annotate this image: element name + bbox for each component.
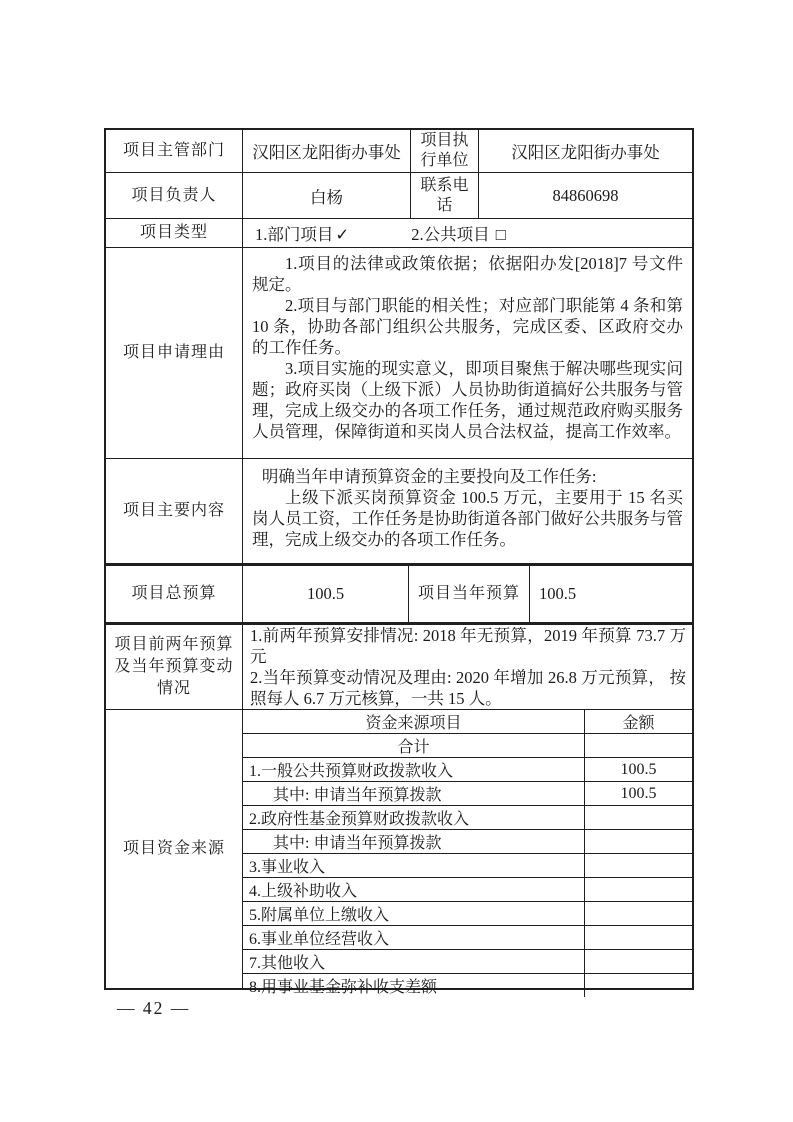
label-funding-sources: 项目资金来源: [122, 840, 225, 857]
funding-row: [243, 781, 692, 805]
funding-row-name: 其中: 申请当年预算拨款: [273, 787, 442, 804]
funding-row-name: 4.上级补助收入: [249, 883, 358, 900]
funding-row-total: [243, 733, 692, 757]
option-public-project-label: 2.公共项目: [411, 225, 490, 244]
row-total-budget: [106, 563, 692, 622]
label-main-content: 项目主要内容: [122, 502, 225, 519]
row-previous-budget: [106, 622, 692, 709]
funding-row: [243, 901, 692, 925]
funding-row-amount: [584, 902, 692, 925]
label-previous-budget: 项目前两年预算及当年预算变动情况: [114, 636, 234, 697]
funding-row-name: 6.事业单位经营收入: [249, 931, 390, 948]
funding-row: [243, 853, 692, 877]
value-project-dept: 汉阳区龙阳街办事处: [242, 130, 410, 172]
value-project-manager: 白杨: [242, 173, 410, 218]
funding-row: [243, 925, 692, 949]
row-main-content: [106, 458, 692, 563]
row-application-reason: [106, 247, 692, 458]
main-content-paragraph: 明确当年申请预算资金的主要投向及工作任务:: [261, 467, 597, 486]
label-project-dept: 项目主管部门: [122, 142, 225, 159]
funding-row-amount: [584, 974, 692, 997]
funding-row-name: 5.附属单位上缴收入: [249, 907, 390, 924]
funding-row: [243, 805, 692, 829]
previous-budget-text: [242, 625, 692, 709]
main-content-paragraph: 上级下派买岗预算资金 100.5 万元，主要用于 15 名买岗人员工资，工作任务是协助街道各部门做好公共服务与管理，完成上级交办的各项工作任务。: [252, 488, 683, 549]
label-current-year-budget: 项目当年预算: [408, 566, 529, 622]
funding-row: [243, 829, 692, 853]
funding-header-amount: 金额: [584, 710, 692, 733]
checkmark-icon: ✓: [335, 225, 350, 244]
funding-row-amount: [584, 806, 692, 829]
funding-row-name: 7.其他收入: [249, 955, 326, 972]
funding-row-amount: 100.5: [584, 758, 692, 781]
funding-row: [243, 973, 692, 997]
label-project-type: 项目类型: [139, 224, 208, 241]
project-type-options: [242, 219, 692, 247]
empty-checkbox-icon: □: [495, 225, 506, 244]
label-exec-unit: 项目执行单位: [410, 130, 478, 172]
funding-row: [243, 877, 692, 901]
row-project-manager: [106, 172, 692, 218]
funding-row-name: 合计: [397, 739, 430, 756]
funding-row-name: 1.一般公共预算财政拨款收入: [249, 763, 454, 780]
main-content-text: [242, 459, 692, 563]
funding-row-amount: [584, 878, 692, 901]
funding-row-name: 2.政府性基金预算财政拨款收入: [249, 811, 470, 828]
label-project-manager: 项目负责人: [131, 186, 217, 204]
value-contact-phone: 84860698: [478, 173, 692, 218]
reason-paragraph: 1.项目的法律或政策依据；依据阳办发[2018]7 号文件规定。: [252, 254, 683, 294]
row-project-dept: [106, 130, 692, 172]
label-contact-phone: 联系电话: [410, 173, 478, 218]
funding-header-row: [243, 710, 692, 733]
reason-paragraph: 2.项目与部门职能的相关性；对应部门职能第 4 条和第 10 条，协助各部门组织公共服务，完成区委、区政府交办的工作任务。: [252, 296, 683, 357]
row-project-type: [106, 218, 692, 247]
row-funding-sources: [106, 709, 692, 996]
funding-row-name: 8.用事业基金弥补收支差额: [249, 979, 438, 996]
option-public-project: [411, 221, 505, 245]
funding-row-amount: 100.5: [584, 782, 692, 805]
label-total-budget: 项目总预算: [131, 585, 217, 602]
page-number: — 42 —: [117, 998, 191, 1018]
funding-row-amount: [584, 830, 692, 853]
funding-sources-table: [242, 710, 692, 996]
previous-budget-line: 2.当年预算变动情况及理由: 2020 年增加 26.8 万元预算， 按照每人 6.7 万元核算，一共 15 人。: [250, 668, 686, 708]
option-department-project-label: 1.部门项目: [255, 225, 334, 244]
funding-row: [243, 757, 692, 781]
funding-header-source: 资金来源项目: [365, 715, 462, 732]
value-total-budget: 100.5: [242, 566, 408, 622]
funding-row: [243, 949, 692, 973]
previous-budget-line: 1.前两年预算安排情况: 2018 年无预算，2019 年预算 73.7 万元: [250, 626, 686, 666]
label-application-reason: 项目申请理由: [122, 344, 225, 361]
project-declaration-table: [104, 128, 694, 996]
funding-row-name: 3.事业收入: [249, 859, 326, 876]
funding-row-name: 其中: 申请当年预算拨款: [273, 835, 442, 852]
funding-row-amount: [584, 854, 692, 877]
option-department-project: [255, 221, 349, 245]
funding-row-amount: [584, 950, 692, 973]
value-exec-unit: 汉阳区龙阳街办事处: [478, 130, 692, 172]
funding-row-amount: [584, 926, 692, 949]
value-current-year-budget: 100.5: [529, 566, 692, 622]
funding-row-amount: [584, 734, 692, 757]
application-reason-text: [242, 248, 692, 458]
reason-paragraph: 3.项目实施的现实意义，即项目聚焦于解决哪些现实问题；政府买岗（上级下派）人员协助街道搞好公共服务与管理，完成上级交办的各项工作任务，通过规范政府购买服务人员管理，保障街道和买岗人员合法权益，提高工作效率。: [252, 359, 683, 441]
